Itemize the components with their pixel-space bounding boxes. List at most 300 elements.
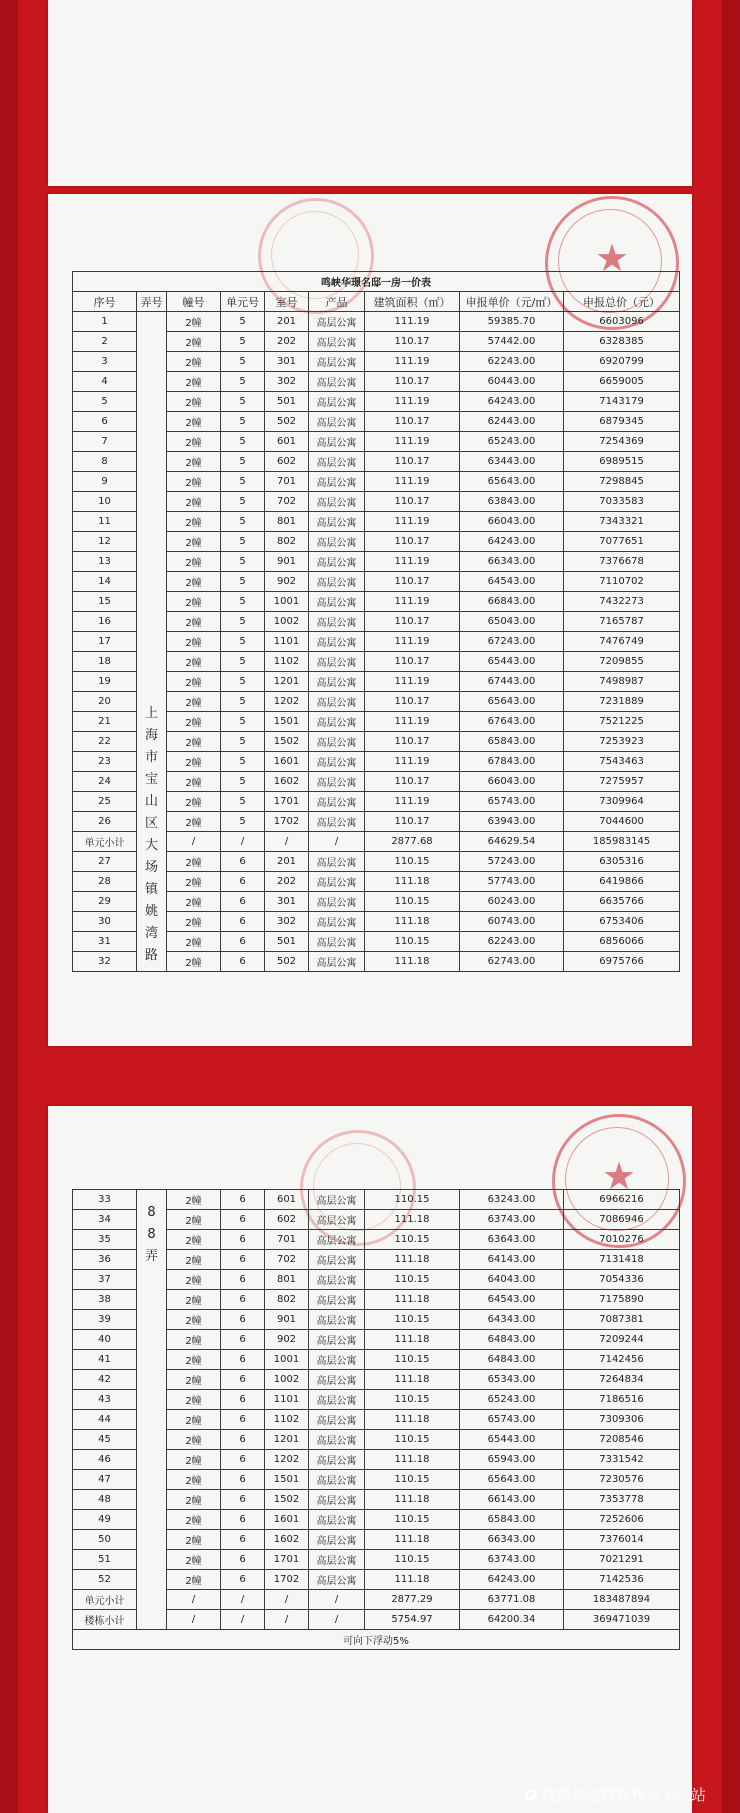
cell: 2幢 — [167, 552, 221, 572]
cell: 702 — [265, 1250, 309, 1270]
cell: 110.15 — [365, 1230, 460, 1250]
cell: 高层公寓 — [309, 792, 365, 812]
cell: 62743.00 — [460, 952, 564, 972]
cell: 111.19 — [365, 632, 460, 652]
cell: 63771.08 — [460, 1590, 564, 1610]
cell: 7253923 — [564, 732, 680, 752]
cell: 高层公寓 — [309, 1470, 365, 1490]
column-header: 申报总价（元） — [564, 292, 680, 312]
cell: 64543.00 — [460, 572, 564, 592]
cell: 63943.00 — [460, 812, 564, 832]
cell: 高层公寓 — [309, 512, 365, 532]
row-seq: 36 — [73, 1250, 137, 1270]
cell: 2幢 — [167, 452, 221, 472]
cell: 高层公寓 — [309, 452, 365, 472]
cell: 5 — [221, 532, 265, 552]
cell: 6 — [221, 1190, 265, 1210]
cell: 63643.00 — [460, 1230, 564, 1250]
cell: 2幢 — [167, 1570, 221, 1590]
cell: 7044600 — [564, 812, 680, 832]
row-seq: 单元小计 — [73, 832, 137, 852]
table-title: 鸣峡华璟名邸一房一价表 — [73, 272, 680, 292]
cell: 7175890 — [564, 1290, 680, 1310]
cell: 1101 — [265, 632, 309, 652]
row-seq: 29 — [73, 892, 137, 912]
cell: 7165787 — [564, 612, 680, 632]
cell: 5 — [221, 812, 265, 832]
cell: 111.19 — [365, 432, 460, 452]
cell: 1602 — [265, 1530, 309, 1550]
cell: 1701 — [265, 1550, 309, 1570]
cell: 110.15 — [365, 932, 460, 952]
cell: 602 — [265, 1210, 309, 1230]
cell: 57743.00 — [460, 872, 564, 892]
cell: 6753406 — [564, 912, 680, 932]
cell: 1601 — [265, 752, 309, 772]
cell: 902 — [265, 572, 309, 592]
cell: 110.15 — [365, 1470, 460, 1490]
cell: 7054336 — [564, 1270, 680, 1290]
cell: 高层公寓 — [309, 332, 365, 352]
cell: 183487894 — [564, 1590, 680, 1610]
row-seq: 5 — [73, 392, 137, 412]
cell: 502 — [265, 952, 309, 972]
cell: / — [265, 1610, 309, 1630]
cell: 110.17 — [365, 652, 460, 672]
cell: 6 — [221, 892, 265, 912]
row-seq: 1 — [73, 312, 137, 332]
cell: 6879345 — [564, 412, 680, 432]
cell: 201 — [265, 852, 309, 872]
cell: 111.18 — [365, 912, 460, 932]
cell: 111.18 — [365, 1210, 460, 1230]
cell: 2877.29 — [365, 1590, 460, 1610]
cell: 6419866 — [564, 872, 680, 892]
column-header: 产品 — [309, 292, 365, 312]
cell: 2幢 — [167, 652, 221, 672]
cell: 高层公寓 — [309, 672, 365, 692]
row-seq: 37 — [73, 1270, 137, 1290]
cell: 2幢 — [167, 572, 221, 592]
cell: 111.18 — [365, 872, 460, 892]
cell: 2幢 — [167, 632, 221, 652]
cell: 65743.00 — [460, 1410, 564, 1430]
cell: 5 — [221, 732, 265, 752]
row-seq: 42 — [73, 1370, 137, 1390]
cell: 63743.00 — [460, 1210, 564, 1230]
cell: 65743.00 — [460, 792, 564, 812]
lane-cell — [137, 1190, 167, 1630]
cell: 63243.00 — [460, 1190, 564, 1210]
row-seq: 9 — [73, 472, 137, 492]
cell: 高层公寓 — [309, 772, 365, 792]
cell: 7087381 — [564, 1310, 680, 1330]
cell: 高层公寓 — [309, 1510, 365, 1530]
cell: 67643.00 — [460, 712, 564, 732]
cell: 64243.00 — [460, 1570, 564, 1590]
row-seq: 47 — [73, 1470, 137, 1490]
cell: 110.17 — [365, 452, 460, 472]
cell: 1001 — [265, 592, 309, 612]
cell: 高层公寓 — [309, 1230, 365, 1250]
cell: 7077651 — [564, 532, 680, 552]
cell: 65843.00 — [460, 732, 564, 752]
cell: 1501 — [265, 1470, 309, 1490]
row-seq: 51 — [73, 1550, 137, 1570]
cell: 高层公寓 — [309, 432, 365, 452]
cell: 2幢 — [167, 1230, 221, 1250]
cell: 67843.00 — [460, 752, 564, 772]
cell: 7498987 — [564, 672, 680, 692]
cell: 2幢 — [167, 612, 221, 632]
cell: 2幢 — [167, 1350, 221, 1370]
cell: 6 — [221, 1470, 265, 1490]
cell: 7209244 — [564, 1330, 680, 1350]
cell: 2幢 — [167, 1270, 221, 1290]
cell: 64843.00 — [460, 1350, 564, 1370]
cell: 6856066 — [564, 932, 680, 952]
row-seq: 8 — [73, 452, 137, 472]
row-seq: 16 — [73, 612, 137, 632]
row-seq: 3 — [73, 352, 137, 372]
cell: 901 — [265, 552, 309, 572]
cell: 501 — [265, 932, 309, 952]
cell: 7309306 — [564, 1410, 680, 1430]
cell: 7376678 — [564, 552, 680, 572]
cell: 110.17 — [365, 412, 460, 432]
cell: 高层公寓 — [309, 1310, 365, 1330]
cell: 63843.00 — [460, 492, 564, 512]
seal-stamp-right-2: ★ — [552, 1114, 686, 1248]
cell: 高层公寓 — [309, 412, 365, 432]
cell: 7376014 — [564, 1530, 680, 1550]
cell: 7476749 — [564, 632, 680, 652]
cell: 2幢 — [167, 752, 221, 772]
cell: / — [265, 1590, 309, 1610]
cell: 6 — [221, 1550, 265, 1570]
cell: 5 — [221, 652, 265, 672]
cell: 62443.00 — [460, 412, 564, 432]
row-seq: 38 — [73, 1290, 137, 1310]
cell: 1202 — [265, 692, 309, 712]
cell: / — [309, 1590, 365, 1610]
cell: 2幢 — [167, 872, 221, 892]
cell: 2幢 — [167, 1410, 221, 1430]
row-seq: 46 — [73, 1450, 137, 1470]
cell: 高层公寓 — [309, 872, 365, 892]
cell: 111.18 — [365, 952, 460, 972]
cell: 801 — [265, 512, 309, 532]
cell: 高层公寓 — [309, 1270, 365, 1290]
cell: 110.17 — [365, 732, 460, 752]
cell: 2幢 — [167, 1530, 221, 1550]
cell: 65343.00 — [460, 1370, 564, 1390]
cell: 6920799 — [564, 352, 680, 372]
cell: 2幢 — [167, 1250, 221, 1270]
row-seq: 12 — [73, 532, 137, 552]
cell: 64243.00 — [460, 392, 564, 412]
float-note: 可向下浮动5% — [73, 1630, 680, 1650]
row-seq: 17 — [73, 632, 137, 652]
cell: 7209855 — [564, 652, 680, 672]
cell: 111.19 — [365, 592, 460, 612]
cell: 110.17 — [365, 532, 460, 552]
cell: 高层公寓 — [309, 1490, 365, 1510]
cell: 110.17 — [365, 772, 460, 792]
cell: 2幢 — [167, 1470, 221, 1490]
cell: 5 — [221, 592, 265, 612]
cell: 62243.00 — [460, 352, 564, 372]
cell: 2幢 — [167, 1430, 221, 1450]
row-seq: 52 — [73, 1570, 137, 1590]
column-header: 申报单价（元/㎡） — [460, 292, 564, 312]
cell: 111.19 — [365, 792, 460, 812]
cell: 高层公寓 — [309, 1190, 365, 1210]
cell: 1201 — [265, 672, 309, 692]
cell: 6 — [221, 1250, 265, 1270]
cell: 65643.00 — [460, 1470, 564, 1490]
row-seq: 41 — [73, 1350, 137, 1370]
cell: 2幢 — [167, 1510, 221, 1530]
row-seq: 7 — [73, 432, 137, 452]
row-seq: 31 — [73, 932, 137, 952]
cell: 2幢 — [167, 1450, 221, 1470]
cell: 7252606 — [564, 1510, 680, 1530]
lane-label-part-2: 8 8 弄 — [144, 1205, 158, 1264]
row-seq: 4 — [73, 372, 137, 392]
cell: 63443.00 — [460, 452, 564, 472]
cell: 301 — [265, 892, 309, 912]
cell: 高层公寓 — [309, 852, 365, 872]
cell: 7331542 — [564, 1450, 680, 1470]
cell: 高层公寓 — [309, 1570, 365, 1590]
cell: / — [221, 1610, 265, 1630]
cell: 高层公寓 — [309, 912, 365, 932]
cell: 7521225 — [564, 712, 680, 732]
row-seq: 49 — [73, 1510, 137, 1530]
row-seq: 48 — [73, 1490, 137, 1510]
column-header: 弄号 — [137, 292, 167, 312]
cell: 1502 — [265, 1490, 309, 1510]
cell: 110.15 — [365, 1510, 460, 1530]
cell: 6 — [221, 1450, 265, 1470]
cell: 高层公寓 — [309, 592, 365, 612]
cell: 802 — [265, 1290, 309, 1310]
cell: 6 — [221, 1490, 265, 1510]
cell: 64043.00 — [460, 1270, 564, 1290]
cell: 110.15 — [365, 1190, 460, 1210]
cell: 高层公寓 — [309, 532, 365, 552]
cell: 111.18 — [365, 1570, 460, 1590]
cell: 高层公寓 — [309, 552, 365, 572]
cell: 1502 — [265, 732, 309, 752]
cell: 高层公寓 — [309, 372, 365, 392]
row-seq: 25 — [73, 792, 137, 812]
cell: 2幢 — [167, 912, 221, 932]
cell: 2幢 — [167, 892, 221, 912]
cell: / — [309, 832, 365, 852]
cell: 111.18 — [365, 1290, 460, 1310]
cell: 高层公寓 — [309, 732, 365, 752]
cell: 6 — [221, 1230, 265, 1250]
cell: 5 — [221, 632, 265, 652]
row-seq: 32 — [73, 952, 137, 972]
cell: 111.18 — [365, 1490, 460, 1510]
cell: 7264834 — [564, 1370, 680, 1390]
row-seq: 20 — [73, 692, 137, 712]
row-seq: 19 — [73, 672, 137, 692]
cell: 63743.00 — [460, 1550, 564, 1570]
row-seq: 27 — [73, 852, 137, 872]
cell: 2877.68 — [365, 832, 460, 852]
row-seq: 2 — [73, 332, 137, 352]
cell: 7309964 — [564, 792, 680, 812]
cell: 2幢 — [167, 392, 221, 412]
cell: 高层公寓 — [309, 1350, 365, 1370]
cell: 5 — [221, 752, 265, 772]
cell: 高层公寓 — [309, 1550, 365, 1570]
cell: 67443.00 — [460, 672, 564, 692]
column-header: 建筑面积（㎡） — [365, 292, 460, 312]
cell: 1001 — [265, 1350, 309, 1370]
previous-page-sheet — [48, 0, 692, 186]
cell: 65443.00 — [460, 1430, 564, 1450]
cell: 66043.00 — [460, 772, 564, 792]
cell: 高层公寓 — [309, 1370, 365, 1390]
cell: 5 — [221, 352, 265, 372]
table-row — [73, 1190, 680, 1210]
cell: 2幢 — [167, 332, 221, 352]
cell: 701 — [265, 472, 309, 492]
cell: 高层公寓 — [309, 892, 365, 912]
cell: 5 — [221, 372, 265, 392]
cell: 64629.54 — [460, 832, 564, 852]
lane-cell — [137, 312, 167, 972]
cell: 369471039 — [564, 1610, 680, 1630]
cell: 6 — [221, 1410, 265, 1430]
cell: 59385.70 — [460, 312, 564, 332]
cell: 111.19 — [365, 672, 460, 692]
cell: 7186516 — [564, 1390, 680, 1410]
cell: 高层公寓 — [309, 1410, 365, 1430]
cell: 111.19 — [365, 552, 460, 572]
cell: 301 — [265, 352, 309, 372]
row-seq: 33 — [73, 1190, 137, 1210]
cell: 66843.00 — [460, 592, 564, 612]
cell: 2幢 — [167, 852, 221, 872]
cell: 110.17 — [365, 572, 460, 592]
cell: 601 — [265, 432, 309, 452]
cell: 110.15 — [365, 1430, 460, 1450]
cell: 2幢 — [167, 432, 221, 452]
cell: 高层公寓 — [309, 312, 365, 332]
cell: 2幢 — [167, 712, 221, 732]
cell: 1201 — [265, 1430, 309, 1450]
price-table-page-2 — [72, 1189, 680, 1650]
cell: 6 — [221, 1430, 265, 1450]
cell: 110.15 — [365, 1550, 460, 1570]
cell: 高层公寓 — [309, 752, 365, 772]
row-seq: 13 — [73, 552, 137, 572]
cell: 6 — [221, 1210, 265, 1230]
cell: 201 — [265, 312, 309, 332]
column-header: 室号 — [265, 292, 309, 312]
cell: 501 — [265, 392, 309, 412]
cell: 111.18 — [365, 1370, 460, 1390]
cell: 2幢 — [167, 952, 221, 972]
cell: 2幢 — [167, 792, 221, 812]
cell: 66043.00 — [460, 512, 564, 532]
cell: 7033583 — [564, 492, 680, 512]
cell: 6 — [221, 872, 265, 892]
cell: 高层公寓 — [309, 572, 365, 592]
cell: 64543.00 — [460, 1290, 564, 1310]
cell: 1002 — [265, 612, 309, 632]
cell: 110.17 — [365, 492, 460, 512]
cell: 111.18 — [365, 1330, 460, 1350]
cell: 6 — [221, 1570, 265, 1590]
cell: 701 — [265, 1230, 309, 1250]
cell: / — [221, 832, 265, 852]
row-seq: 10 — [73, 492, 137, 512]
cell: 1102 — [265, 1410, 309, 1430]
cell: 111.18 — [365, 1250, 460, 1270]
cell: 64143.00 — [460, 1250, 564, 1270]
cell: 5 — [221, 332, 265, 352]
title-row — [73, 272, 680, 292]
cell: 302 — [265, 912, 309, 932]
cell: 5 — [221, 492, 265, 512]
cell: 1101 — [265, 1390, 309, 1410]
cell: 2幢 — [167, 1490, 221, 1510]
cell: 185983145 — [564, 832, 680, 852]
cell: 高层公寓 — [309, 472, 365, 492]
cell: 7110702 — [564, 572, 680, 592]
cell: 2幢 — [167, 812, 221, 832]
row-seq: 单元小计 — [73, 1590, 137, 1610]
cell: 高层公寓 — [309, 612, 365, 632]
cell: / — [221, 1590, 265, 1610]
row-seq: 18 — [73, 652, 137, 672]
cell: 110.17 — [365, 692, 460, 712]
seal-stamp-right: ★ — [545, 196, 679, 330]
cell: 6966216 — [564, 1190, 680, 1210]
table-row — [73, 312, 680, 332]
cell: 111.18 — [365, 1530, 460, 1550]
cell: 802 — [265, 532, 309, 552]
source-watermark — [524, 1784, 706, 1805]
cell: 2幢 — [167, 512, 221, 532]
cell: 64343.00 — [460, 1310, 564, 1330]
cell: 65943.00 — [460, 1450, 564, 1470]
cell: 5 — [221, 512, 265, 532]
cell: 高层公寓 — [309, 1290, 365, 1310]
cell: 6989515 — [564, 452, 680, 472]
cell: 2幢 — [167, 1310, 221, 1330]
cell: 111.19 — [365, 352, 460, 372]
cell: 66343.00 — [460, 552, 564, 572]
cell: 高层公寓 — [309, 712, 365, 732]
cell: 6 — [221, 1270, 265, 1290]
cell: 5 — [221, 412, 265, 432]
cell: 111.19 — [365, 752, 460, 772]
cell: 高层公寓 — [309, 812, 365, 832]
cell: 110.17 — [365, 612, 460, 632]
cell: 6 — [221, 1390, 265, 1410]
cell: 57442.00 — [460, 332, 564, 352]
cell: 7298845 — [564, 472, 680, 492]
cell: 1701 — [265, 792, 309, 812]
